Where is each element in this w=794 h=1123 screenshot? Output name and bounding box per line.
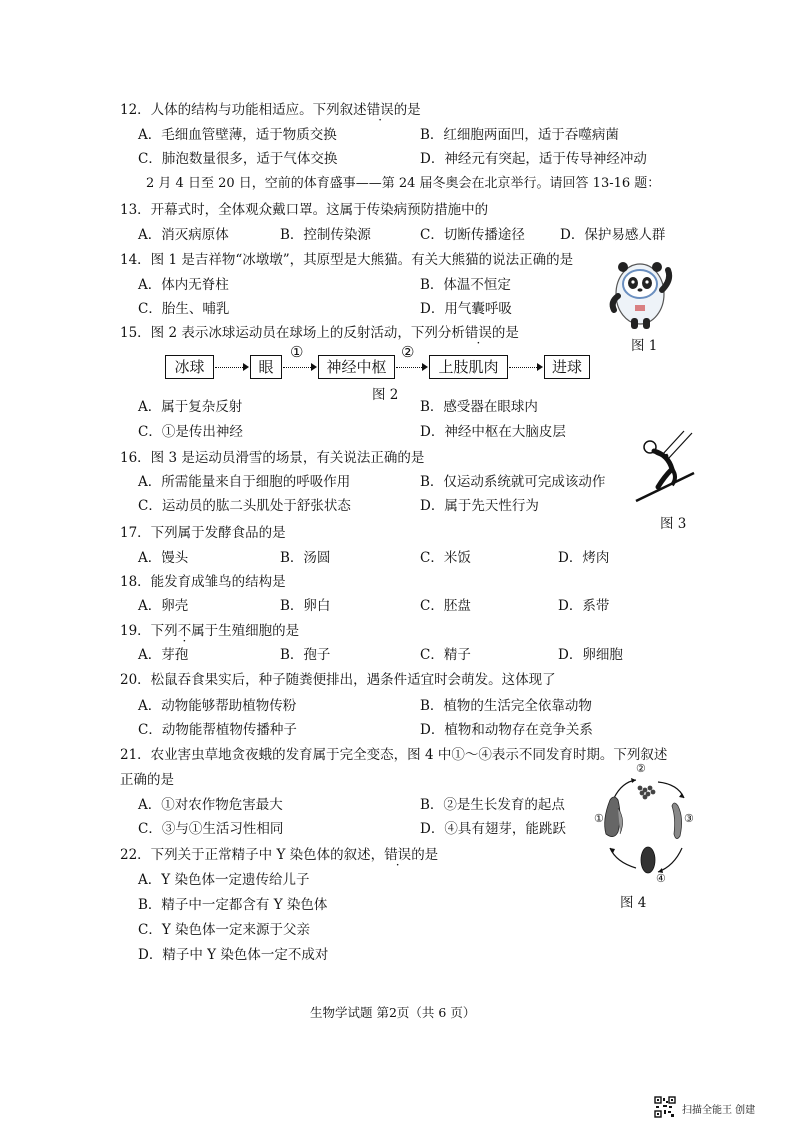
q13-option-b: B．控制传染源 — [280, 227, 371, 243]
q19-option-c: C．精子 — [420, 647, 471, 663]
q14-stem: 14．图 1 是吉祥物“冰墩墩”，其原型是大熊猫。有关大熊猫的说法正确的是 — [120, 252, 574, 268]
q16-option-a: A．所需能量来自于细胞的呼吸作用 — [138, 474, 351, 490]
scanner-watermark: 扫描全能王 创建 — [682, 1105, 756, 1116]
page-footer: 生物学试题 第2页（共 6 页） — [310, 1005, 476, 1020]
flow-arrow — [215, 367, 247, 368]
q16-stem: 16．图 3 是运动员滑雪的场景，有关说法正确的是 — [120, 450, 425, 466]
section-intro: 2 月 4 日至 20 日，空前的体育盛事——第 24 届冬奥会在北京举行。请回答 13-16 题： — [146, 176, 661, 191]
stage-mark-2: ② — [636, 762, 646, 775]
figure-1-label: 图 1 — [631, 338, 658, 354]
q22-stem: 22．下列关于正常精子中 Y 染色体的叙述，错误的是 — [120, 847, 439, 863]
q14-option-c: C．胎生、哺乳 — [138, 301, 230, 317]
q19-option-a: A．芽孢 — [138, 647, 189, 663]
flow-box-goal: 进球 — [544, 355, 590, 379]
q18-option-a: A．卵壳 — [138, 598, 189, 614]
flow-mark-1: ① — [290, 343, 304, 361]
q14-option-d: D．用气囊呼吸 — [420, 301, 512, 317]
q17-option-d: D．烤肉 — [558, 550, 610, 566]
q13-option-a: A．消灭病原体 — [138, 227, 229, 243]
q20-stem: 20．松鼠吞食果实后，种子随粪便排出，遇条件适宜时会萌发。这体现了 — [120, 672, 556, 688]
q20-option-b: B．植物的生活完全依靠动物 — [420, 698, 592, 714]
stage-mark-1: ① — [594, 812, 604, 825]
q22-option-b: B．精子中一定都含有 Y 染色体 — [138, 897, 328, 913]
life-cycle-figure — [594, 762, 700, 885]
mascot-illustration — [604, 250, 674, 332]
q14-option-a: A．体内无脊柱 — [138, 277, 229, 293]
q12-option-c: C．肺泡数量很多，适于气体交换 — [138, 151, 338, 167]
q12-option-b: B．红细胞两面凹，适于吞噬病菌 — [420, 127, 619, 143]
q17-option-c: C．米饭 — [420, 550, 471, 566]
q15-option-a: A．属于复杂反射 — [138, 399, 243, 415]
flow-arrow — [283, 367, 315, 368]
q15-stem: 15．图 2 表示冰球运动员在球场上的反射活动，下列分析错误的是 — [120, 325, 519, 341]
flow-box-eye: 眼 — [250, 355, 282, 379]
flow-box-arm-muscle: 上肢肌肉 — [429, 355, 508, 379]
flow-mark-2: ② — [401, 343, 415, 361]
q21-option-b: B．②是生长发育的起点 — [420, 797, 565, 813]
q21-option-d: D．④具有翅芽，能跳跃 — [420, 821, 566, 837]
q14-option-b: B．体温不恒定 — [420, 277, 511, 293]
stage-mark-3: ③ — [684, 812, 694, 825]
q17-stem: 17．下列属于发酵食品的是 — [120, 525, 286, 541]
q19-option-d: D．卵细胞 — [558, 647, 623, 663]
q22-option-d: D．精子中 Y 染色体一定不成对 — [138, 947, 329, 963]
q13-option-c: C．切断传播途径 — [420, 227, 525, 243]
q22-option-a: A．Y 染色体一定遗传给儿子 — [138, 872, 310, 888]
flow-box-puck: 冰球 — [165, 355, 214, 379]
q13-option-d: D．保护易感人群 — [560, 227, 666, 243]
q12-option-a: A．毛细血管壁薄，适于物质交换 — [138, 127, 337, 143]
q18-option-b: B．卵白 — [280, 598, 331, 614]
q20-option-c: C．动物能帮植物传播种子 — [138, 722, 297, 738]
q17-option-a: A．馒头 — [138, 550, 189, 566]
flow-box-nerve-center: 神经中枢 — [318, 355, 395, 379]
figure-4-label: 图 4 — [620, 895, 647, 911]
q12-option-d: D．神经元有突起，适于传导神经冲动 — [420, 151, 647, 167]
q18-stem: 18．能发育成雏鸟的结构是 — [120, 574, 286, 590]
q16-option-d: D．属于先天性行为 — [420, 498, 539, 514]
q13-stem: 13．开幕式时，全体观众戴口罩。这属于传染病预防措施中的 — [120, 202, 489, 218]
q21-option-c: C．③与①生活习性相同 — [138, 821, 284, 837]
q18-option-c: C．胚盘 — [420, 598, 471, 614]
q21-option-a: A．①对农作物危害最大 — [138, 797, 283, 813]
skier-illustration — [632, 425, 700, 505]
q16-option-c: C．运动员的肱二头肌处于舒张状态 — [138, 498, 351, 514]
qr-code-icon — [654, 1096, 676, 1118]
q21-stem-line1: 21．农业害虫草地贪夜蛾的发育属于完全变态，图 4 中①～④表示不同发育时期。下列叙述 — [120, 747, 668, 763]
figure-2-label: 图 2 — [372, 387, 399, 403]
q12-stem: 12．人体的结构与功能相适应。下列叙述错误的是 — [120, 102, 421, 118]
q18-option-d: D．系带 — [558, 598, 610, 614]
q20-option-d: D．植物和动物存在竞争关系 — [420, 722, 593, 738]
figure-3-label: 图 3 — [660, 516, 687, 532]
q15-option-c: C．①是传出神经 — [138, 424, 243, 440]
q19-stem: 19．下列不属于生殖细胞的是 — [120, 623, 300, 639]
q17-option-b: B．汤圆 — [280, 550, 331, 566]
flow-arrow — [396, 367, 426, 368]
stage-mark-4: ④ — [656, 872, 666, 885]
q22-option-c: C．Y 染色体一定来源于父亲 — [138, 922, 311, 938]
q15-option-d: D．神经中枢在大脑皮层 — [420, 424, 566, 440]
q16-option-b: B．仅运动系统就可完成该动作 — [420, 474, 606, 490]
life-cycle-drawing — [600, 768, 700, 883]
q15-option-b: B．感受器在眼球内 — [420, 399, 538, 415]
q20-option-a: A．动物能够帮助植物传粉 — [138, 698, 297, 714]
q19-option-b: B．孢子 — [280, 647, 331, 663]
q21-stem-line2: 正确的是 — [120, 772, 174, 788]
flow-arrow — [509, 367, 541, 368]
